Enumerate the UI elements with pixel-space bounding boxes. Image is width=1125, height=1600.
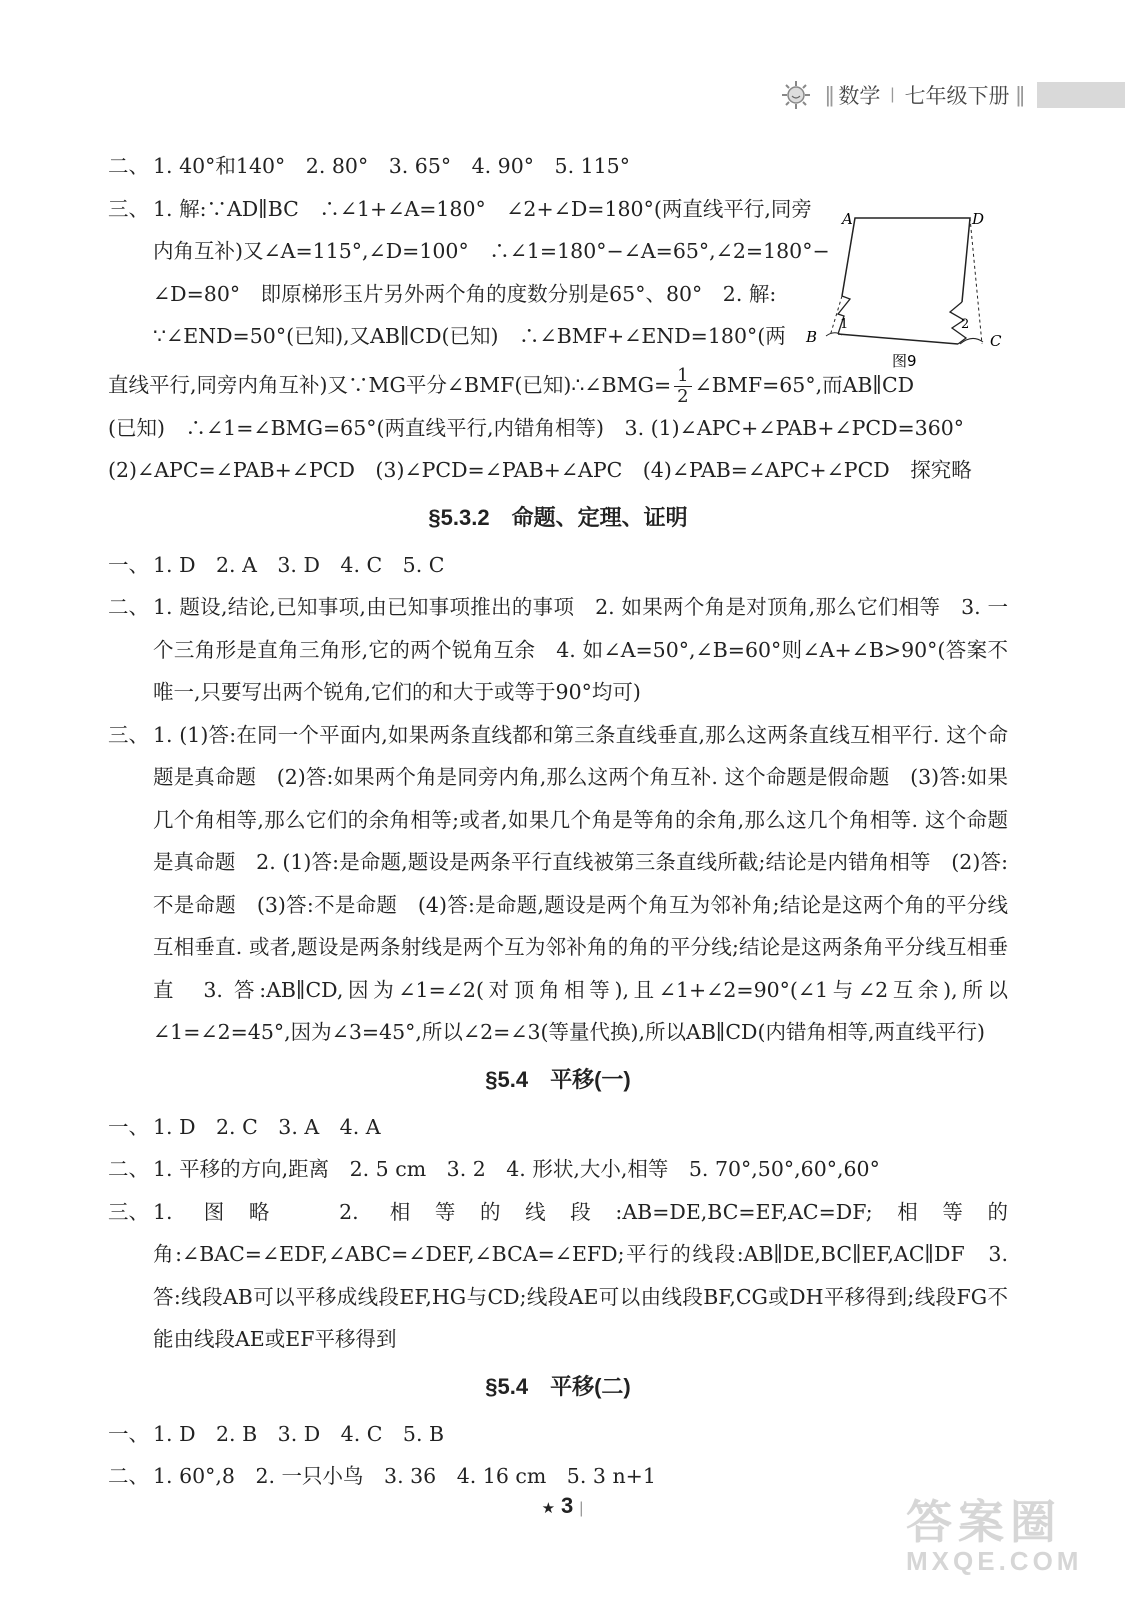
fraction-half	[674, 366, 691, 407]
answer-block	[108, 1455, 1008, 1498]
angle-number-2: 2	[961, 317, 970, 332]
vertex-label-b: B	[806, 328, 818, 346]
trapezoid-outline	[842, 218, 970, 302]
section-label: 一、	[108, 1114, 149, 1139]
section-label: 一、	[108, 1421, 149, 1446]
answer-text: 1. D 2. C 3. A 4. A	[153, 1114, 381, 1139]
header-separator: |	[890, 86, 895, 103]
angle-number-1: 1	[840, 317, 849, 332]
page-number: 3	[561, 1493, 574, 1518]
footer-tick: |	[579, 1500, 584, 1517]
extension-line-right	[970, 218, 982, 344]
section-label: 二、	[108, 595, 149, 619]
vertex-label-c: C	[990, 332, 1002, 350]
answer-text: 1. D 2. B 3. D 4. C 5. B	[153, 1421, 445, 1446]
answer-line: 1. 40°和140° 2. 80° 3. 65° 4. 90° 5. 115°	[153, 154, 630, 178]
watermark-bottom: MXQE.COM	[906, 1546, 1083, 1576]
section-label: 三、	[108, 722, 149, 747]
section-label: 三、	[108, 1199, 149, 1224]
fraction-numerator: 1	[674, 366, 691, 387]
answer-text	[153, 188, 830, 358]
vertex-label-a: A	[842, 210, 853, 228]
answer-text: 1. 平移的方向,距离 2. 5 cm 3. 2 4. 形状,大小,相等 5. 70°,50°,60°,60°	[153, 1157, 880, 1181]
section-label: 一、	[108, 552, 149, 577]
header-grey-band	[1037, 82, 1125, 108]
answer-block	[108, 1148, 1008, 1191]
grade-label: 七年级下册	[904, 85, 1010, 108]
section-label: 二、	[108, 1464, 149, 1488]
section-label: 二、	[108, 1157, 149, 1181]
answer-block	[108, 1191, 1008, 1361]
answer-line: ∠D=80° 即原梯形玉片另外两个角的度数分别是65°、80° 2. 解:	[153, 281, 777, 306]
answer-line: (2)∠APC=∠PAB+∠PCD (3)∠PCD=∠PAB+∠APC (4)∠PAB=∠APC+∠PCD 探究略	[108, 458, 972, 482]
answer-text: 1. D 2. A 3. D 4. C 5. C	[153, 552, 445, 577]
sun-logo-icon	[781, 80, 811, 110]
star-icon: ★	[541, 1500, 556, 1517]
watermark-top: 答案圈	[906, 1496, 1062, 1548]
answer-line: 内角互补)又∠A=115°,∠D=100° ∴∠1=180°−∠A=65°,∠2=180°−	[153, 239, 830, 263]
section-title: §5.4 平移(一)	[485, 1066, 631, 1092]
watermark	[906, 1498, 1101, 1584]
subject-label: 数学	[838, 85, 881, 108]
answer-line: 1. 解:∵AD∥BC ∴∠1+∠A=180° ∠2+∠D=180°(两直线平行,同旁	[153, 196, 812, 221]
answer-text: 1. 题设,结论,已知事项,由已知事项推出的事项 2. 如果两个角是对顶角,那么它们相等 3. 一个三角形是直角三角形,它的两个锐角互余 4. 如∠A=50°,∠B=60°则∠A+∠B>90°(答案不唯一,只要写出两个锐角,它们的和大于或等于90°均可)	[153, 595, 1008, 704]
trapezoid-base	[838, 334, 958, 344]
answer-block	[108, 714, 1008, 1054]
section-title: §5.4 平移(二)	[485, 1373, 631, 1399]
answer-block	[108, 145, 1008, 188]
answer-line: ∵∠END=50°(已知),又AB∥CD(已知) ∴∠BMF+∠END=180°(两	[153, 324, 786, 348]
answer-text: 1. 图略 2. 相等的线段:AB=DE,BC=EF,AC=DF;相等的角:∠BAC=∠EDF,∠ABC=∠DEF,∠BCA=∠EFD;平行的线段:AB∥DE,BC∥EF,AC∥DF 3. 答:线段AB可以平移成线段EF,HG与CD;线段AE可以由线段BF,CG或DH平移得到;线段FG不能由线段AE或EF平移得到	[153, 1199, 1008, 1351]
answer-block	[108, 586, 1008, 714]
page-header	[781, 78, 1125, 112]
answer-text: 1. 60°,8 2. 一只小鸟 3. 36 4. 16 cm 5. 3 n+1	[153, 1464, 656, 1488]
answer-block	[108, 1106, 1008, 1149]
section-title: §5.3.2 命题、定理、证明	[428, 504, 688, 530]
answer-block	[108, 1413, 1008, 1456]
divider-bars: ||	[824, 82, 833, 107]
answer-text: 直线平行,同旁内角互补)又∵MG平分∠BMF(已知)∴∠BMG=	[108, 372, 672, 397]
answer-line: (已知) ∴∠1=∠BMG=65°(两直线平行,内错角相等) 3. (1)∠APC+∠PAB+∠PCD=360°	[108, 415, 965, 440]
answer-text: 1. (1)答:在同一个平面内,如果两条直线都和第三条直线垂直,那么这两条直线互相平行. 这个命题是真命题 (2)答:如果两个角是同旁内角,那么这两个角互补. 这个命题是假命题 (3)答:如果几个角相等,那么它们的余角相等;或者,如果几个角是等角的余角,那么这几个角相等. 这个命题是真命题 2. (1)答:是命题,题设是两条平行直线被第三条直线所截;结论是内错角相等 (2)答:不是命题 (3)答:不是命题 (4)答:是命题,题设是两个角互为邻补角;结论是这两个角的平分线互相垂直. 或者,题设是两条射线是两个互为邻补角的角的平分线;结论是这两条角平分线互相垂直 3. 答:AB∥CD,因为∠1=∠2(对顶角相等),且∠1+∠2=90°(∠1与∠2互余),所以∠1=∠2=45°,因为∠3=45°,所以∠2=∠3(等量代换),所以AB∥CD(内错角相等,两直线平行)	[153, 722, 1008, 1044]
section-label: 三、	[108, 196, 149, 221]
answer-block	[108, 544, 1008, 587]
fraction-denominator: 2	[677, 385, 689, 407]
figure-caption: 图9	[892, 352, 917, 370]
vertex-label-d: D	[972, 210, 985, 228]
section-label: 二、	[108, 154, 149, 178]
trapezoid-figure	[800, 204, 1018, 374]
answer-text: ∠BMF=65°,而AB∥CD	[694, 372, 915, 397]
divider-bars-right: ||	[1015, 82, 1023, 107]
